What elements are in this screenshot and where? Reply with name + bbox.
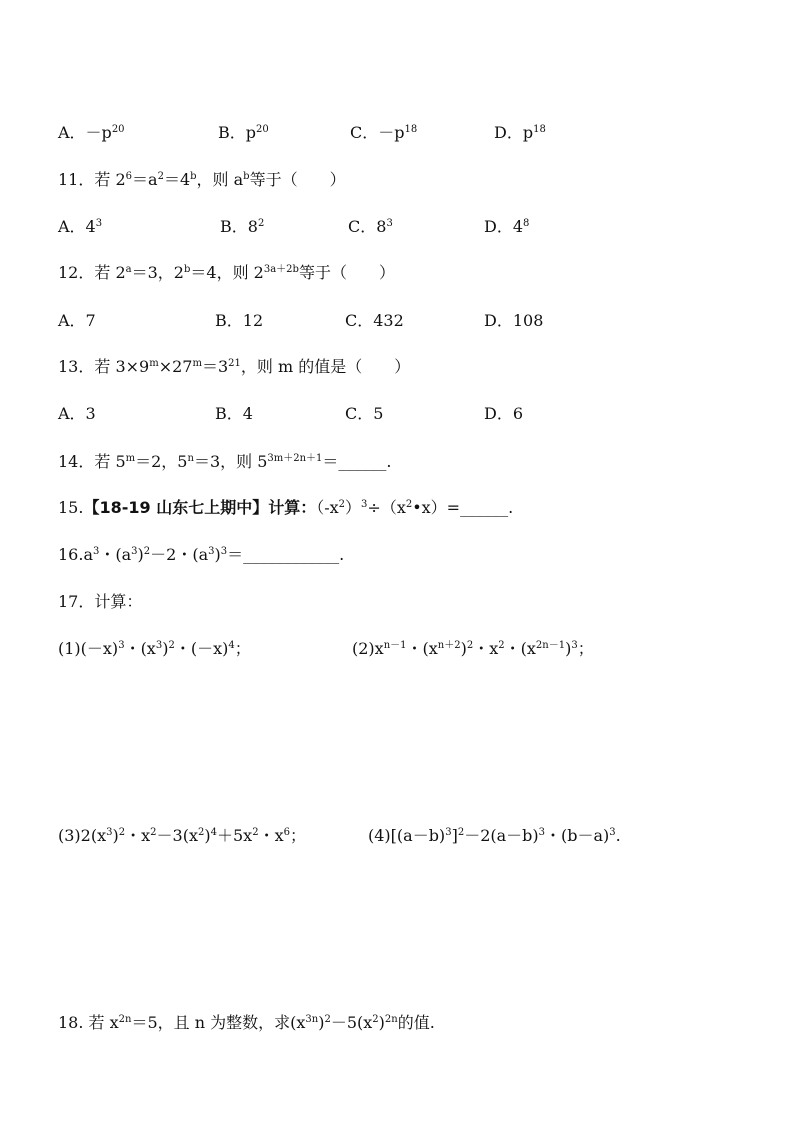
q10-option-a: A．$-p^{20}$ [58, 123, 125, 142]
question-18: 18. 若 $x^{2n}=5$，且 n 为整数，求$(x^{3n})^2-5(x^2)^{2n}$的值. [58, 1013, 435, 1032]
question-15: 15.【18-19 山东七上期中】计算：$(-x^2)^3\div(x^2•x)=\_\_\_\_\_\_$. [58, 498, 514, 517]
q12-option-b: B．12 [215, 311, 264, 330]
question-17-part-2: $(2)x^{n-1}$・$(x^{n+2})^2$・$x^2$・$(x^{2n-1})^3$； [352, 639, 594, 658]
q13-option-c: C．5 [345, 404, 384, 423]
q10-option-c: C．$-p^{18}$ [350, 123, 418, 142]
question-17-part-3: $(3)2(x^3)^2$・$x^2-3(x^2)^4+5x^2$・$x^6$； [58, 826, 306, 845]
q12-option-a: A．7 [58, 311, 96, 330]
q13-option-b: B．4 [215, 404, 253, 423]
question-14: 14．若 $5^m=2$，$5^n=3$，则 $5^{3m+2n+1}=\_\_\_\_\_\_$. [58, 452, 392, 471]
question-11: 11．若 $2^6=a^2=4^b$，则 $a^b$等于（ ） [58, 170, 346, 189]
q12-option-d: D．108 [484, 311, 544, 330]
q11-option-b: B．$8^2$ [220, 217, 265, 236]
question-17-title: 17．计算： [58, 592, 143, 611]
q12-option-c: C．432 [345, 311, 404, 330]
q11-option-d: D．$4^8$ [484, 217, 530, 236]
q11-option-a: A．$4^3$ [58, 217, 103, 236]
q11-option-c: C．$8^3$ [348, 217, 393, 236]
question-13: 13．若 $3\times 9^m\times 27^m=3^{21}$，则 m 的值是（ ） [58, 357, 411, 376]
question-16: $16.a^3$・$(a^3)^2-2$・$(a^3)^3=\_\_\_\_\_\_\_\_\_\_\_\_$. [58, 545, 345, 564]
q13-option-d: D．6 [484, 404, 524, 423]
question-15-source: 【18-19 山东七上期中】计算： [83, 498, 317, 517]
q10-option-d: D．$p^{18}$ [494, 123, 546, 142]
q10-option-b: B．$p^{20}$ [218, 123, 269, 142]
question-17-part-1: $(1)(-x)^3$・$(x^3)^2$・$(-x)^4$； [58, 639, 251, 658]
question-12: 12．若 $2^a=3$，$2^b=4$，则 $2^{3a+2b}$等于（ ） [58, 263, 395, 282]
question-17-part-4: $(4)[(a-b)^3]^2-2(a-b)^3$・$(b-a)^3$. [368, 826, 621, 845]
q13-option-a: A．3 [58, 404, 96, 423]
